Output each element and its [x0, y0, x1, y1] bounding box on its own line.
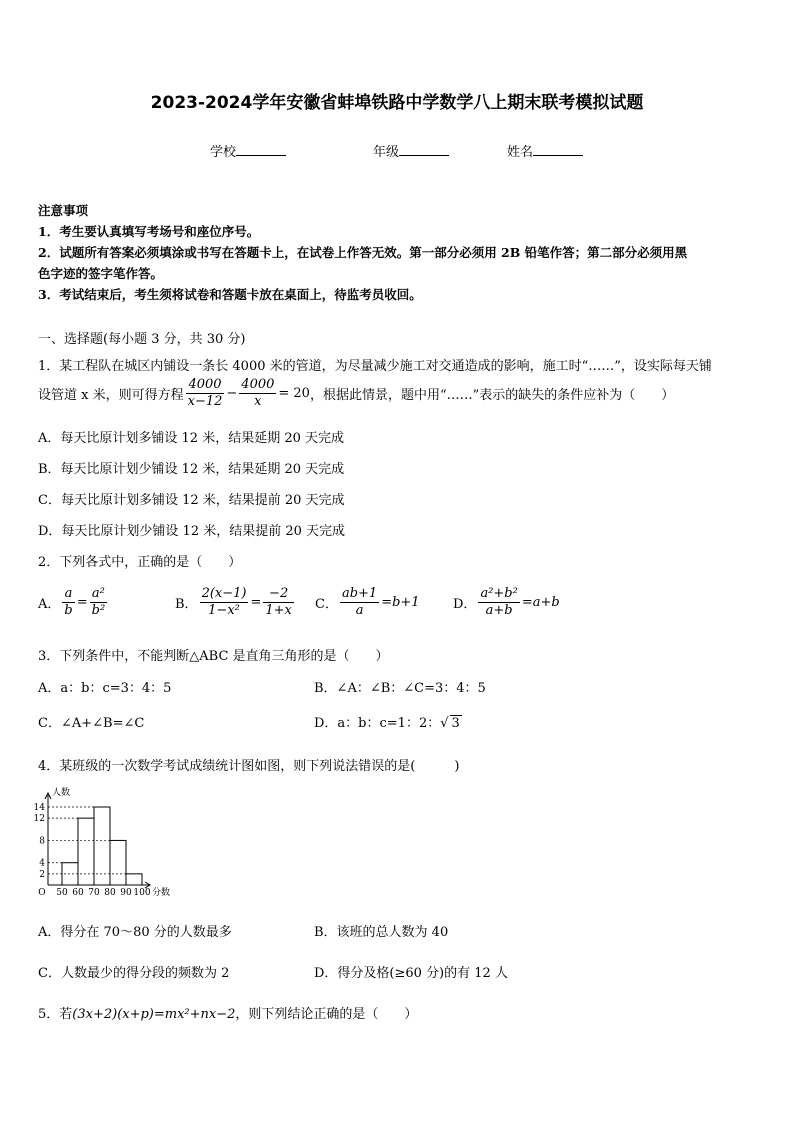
notice-item: 1．考生要认真填写考场号和座位序号。 [38, 224, 260, 239]
frac-denominator: a+b [485, 603, 513, 618]
fraction [263, 586, 294, 619]
x-tick-label: 60 [72, 888, 84, 898]
frac-numerator: 2(x−1) [201, 586, 247, 601]
rhs: =a+b [521, 595, 560, 610]
q3-option-d-text: D．a：b：c=1：2： [314, 716, 441, 731]
notice-heading: 注意事项 [38, 203, 89, 218]
x-tick-label: 80 [104, 888, 116, 898]
page-title: 2023-2024学年安徽省蚌埠铁路中学数学八上期末联考模拟试题 [150, 93, 644, 113]
q4-option-d: D．得分及格(≥60 分)的有 12 人 [314, 966, 508, 981]
q3-stem: 3．下列条件中，不能判断△ABC 是直角三角形的是（ ） [38, 649, 389, 664]
frac-numerator: a² [90, 586, 108, 603]
q3-option-a: A．a：b：c=3：4：5 [38, 681, 172, 696]
q4-option-c: C．人数最少的得分段的频数为 2 [38, 966, 230, 981]
y-axis-label: 人数 [52, 788, 71, 798]
fraction [478, 586, 519, 619]
histogram-bar [94, 807, 110, 885]
x-tick-label: 70 [88, 888, 100, 898]
sqrt-radicand: 3 [451, 716, 460, 731]
q1-equals: = 20 [278, 386, 310, 401]
frac-denominator: x−12 [187, 394, 223, 409]
notice-item: 色字迹的签字笔作答。 [38, 266, 164, 281]
q1-stem-line1: 1．某工程队在城区内铺设一条长 4000 米的管道，为尽量减少施工对交通造成的影响，施工时“……”，设实际每天铺 [38, 359, 712, 374]
frac-denominator: a [355, 603, 364, 618]
frac-denominator: x [254, 394, 262, 409]
q1-text-pre: 设管道 x 米，则可得方程 [38, 388, 184, 403]
q5-text-pre: 5．若 [38, 1007, 73, 1022]
q1-fraction-1 [186, 377, 225, 410]
q1-stem-line2 [38, 377, 674, 410]
histogram-bar [110, 840, 126, 885]
option-label: D． [453, 597, 477, 612]
histogram-chart [30, 785, 190, 905]
x-tick-label: 90 [120, 888, 132, 898]
y-tick-label: 12 [33, 814, 45, 825]
q1-option-d: D．每天比原计划少铺设 12 米，结果提前 20 天完成 [38, 524, 346, 539]
option-label: C． [315, 597, 338, 612]
q2-option-d [453, 586, 560, 619]
equals-sign: = [250, 595, 262, 610]
q3-option-b: B．∠A：∠B：∠C=3：4：5 [314, 681, 486, 696]
q5-text-post: ，则下列结论正确的是（ ） [235, 1007, 418, 1022]
q5-expression: (3x+2)(x+p)=mx²+nx−2 [72, 1007, 236, 1022]
y-tick-label: 8 [39, 836, 45, 847]
q2-stem: 2．下列各式中，正确的是（ ） [38, 555, 242, 570]
name-label: 姓名 [507, 145, 534, 160]
q2-option-c [315, 586, 420, 619]
q1-text-post: ，根据此情景，题中用“……”表示的缺失的条件应补为（ ） [309, 388, 675, 403]
notice-item: 2．试题所有答案必须填涂或书写在答题卡上，在试卷上作答无效。第一部分必须用 2B 铅笔作答；第二部分必须用黑 [38, 245, 688, 260]
q2-option-b [175, 586, 296, 619]
y-tick-label: 14 [33, 803, 45, 813]
y-tick-label: 4 [39, 858, 45, 869]
grade-field [373, 141, 449, 160]
x-axis-label: 分数 [152, 888, 171, 898]
fraction [340, 586, 379, 619]
frac-numerator: ab+1 [341, 586, 378, 601]
q5-stem [38, 1003, 417, 1022]
frac-denominator: 1−x² [208, 603, 240, 618]
frac-denominator: 1+x [265, 603, 292, 618]
fraction [200, 586, 249, 619]
name-blank [533, 143, 583, 156]
q1-option-c: C．每天比原计划多铺设 12 米，结果提前 20 天完成 [38, 493, 345, 508]
q3-option-d: D．a：b：c=1：2：√ 3 [314, 716, 460, 731]
rhs: =b+1 [381, 595, 420, 610]
q1-minus: − [226, 386, 238, 401]
q1-fraction-2 [239, 377, 276, 410]
name-field [507, 141, 583, 160]
q2-option-a [38, 586, 109, 619]
frac-numerator: −2 [263, 586, 294, 603]
histogram-bar [126, 874, 142, 885]
y-tick-label: 2 [39, 869, 45, 880]
q1-option-b: B．每天比原计划少铺设 12 米，结果延期 20 天完成 [38, 462, 345, 477]
q1-option-a: A．每天比原计划多铺设 12 米，结果延期 20 天完成 [38, 431, 345, 446]
q3-option-c: C．∠A+∠B=∠C [38, 716, 145, 731]
fraction [90, 586, 108, 619]
option-label: B． [175, 597, 198, 612]
frac-numerator: 4000 [241, 377, 275, 392]
histogram-bar [78, 818, 94, 885]
option-label: A． [38, 597, 61, 612]
frac-numerator: 4000 [186, 377, 225, 394]
equals-sign: = [76, 595, 88, 610]
frac-denominator: b² [91, 603, 106, 618]
x-tick-label: 50 [56, 888, 68, 898]
frac-denominator: b [64, 603, 73, 618]
frac-numerator: a²+b² [480, 586, 518, 601]
frac-numerator: a [62, 586, 74, 603]
q4-option-b: B．该班的总人数为 40 [314, 925, 449, 940]
q4-option-a: A．得分在 70～80 分的人数最多 [38, 925, 232, 940]
school-blank [236, 143, 286, 156]
grade-label: 年级 [373, 145, 400, 160]
origin-label: O [38, 888, 46, 898]
notice-item: 3．考试结束后，考生须将试卷和答题卡放在桌面上，待监考员收回。 [38, 287, 422, 302]
x-tick-label: 100 [133, 888, 151, 898]
fraction [62, 586, 74, 619]
grade-blank [399, 143, 449, 156]
school-label: 学校 [210, 145, 237, 160]
school-field [210, 141, 286, 160]
section-heading: 一、选择题(每小题 3 分，共 30 分) [38, 332, 246, 347]
q4-stem: 4．某班级的一次数学考试成绩统计图如图，则下列说法错误的是( ) [38, 759, 460, 774]
